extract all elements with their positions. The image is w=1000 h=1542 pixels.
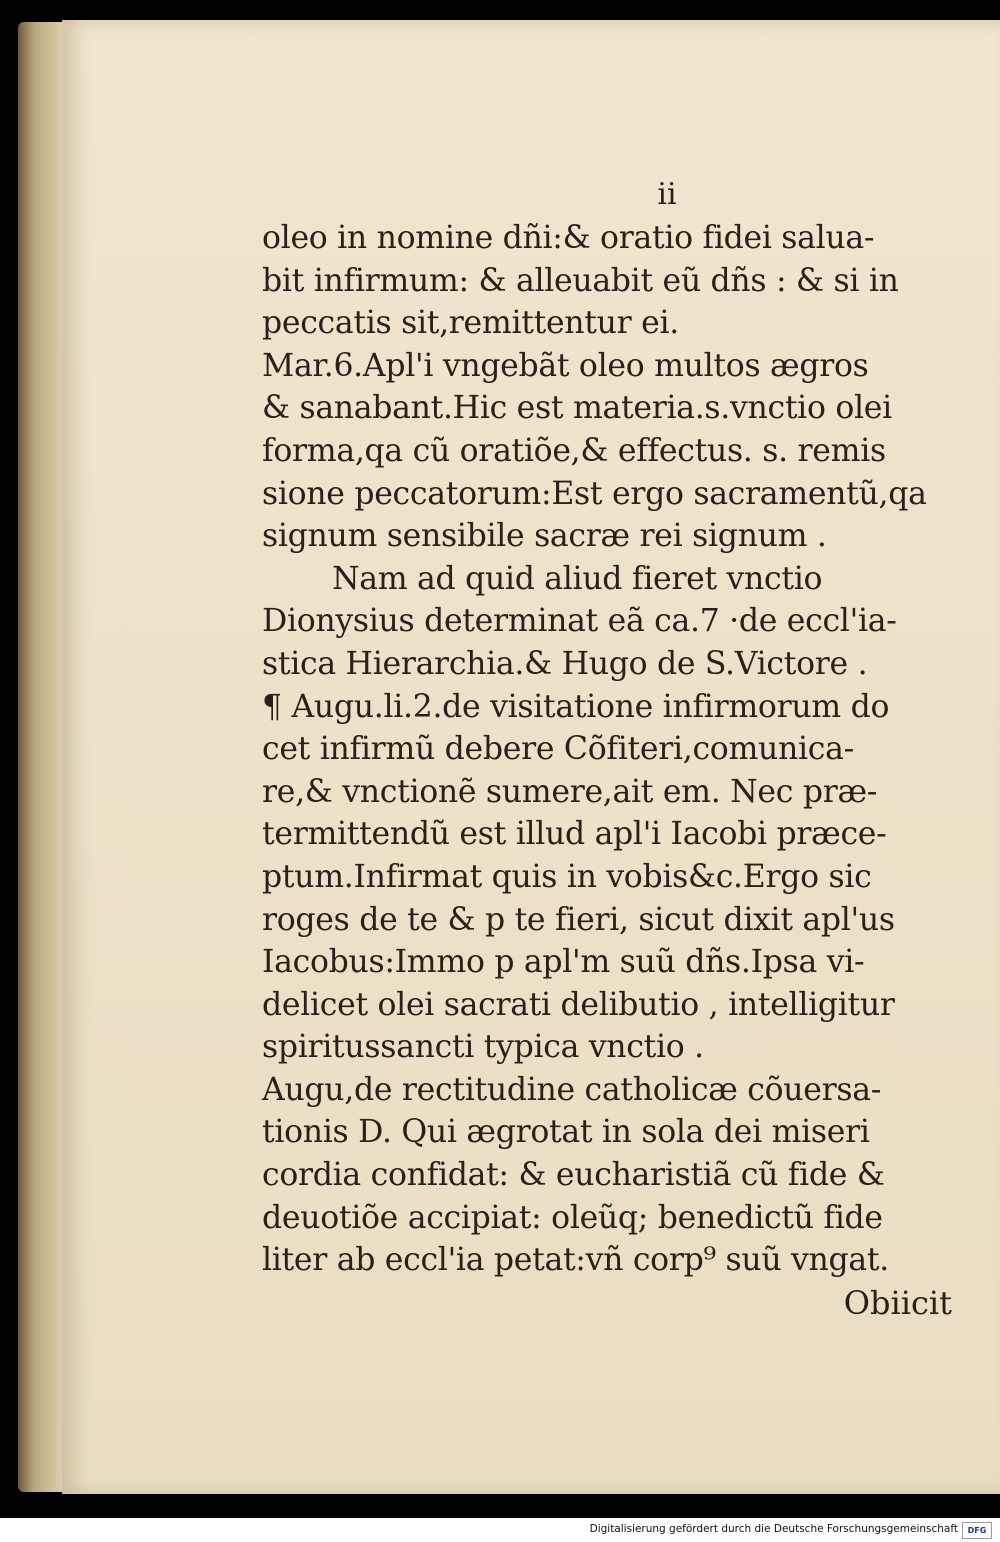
text-line: bit infirmum: & alleuabit eũ dñs : & si in bbox=[262, 262, 899, 299]
text-line: ¶ Augu.li.2.de visitatione infirmorum do bbox=[262, 688, 890, 725]
text-line: deuotiõe accipiat: oleũq; benedictũ fide bbox=[262, 1199, 883, 1236]
folio-number: ii bbox=[657, 177, 677, 212]
text-line: spiritussancti typica vnctio . bbox=[262, 1029, 704, 1066]
text-line: forma,qa cũ oratiõe,& effectus. s. remis bbox=[262, 432, 886, 469]
text-line: re,& vnctionẽ sumere,ait em. Nec præ- bbox=[262, 773, 878, 810]
text-line: signum sensibile sacræ rei signum . bbox=[262, 518, 827, 555]
text-block bbox=[262, 175, 952, 1324]
text-line: stica Hierarchia.& Hugo de S.Victore . bbox=[262, 645, 868, 682]
text-line: Mar.6.Apl'i vngebãt oleo multos ægros bbox=[262, 347, 869, 384]
book-page bbox=[62, 20, 1000, 1494]
text-line: cet infirmũ debere Cõfiteri,comunica- bbox=[262, 731, 854, 768]
text-line: Nam ad quid aliud fieret vnctio bbox=[332, 560, 823, 597]
text-line: ptum.Infirmat quis in vobis&c.Ergo sic bbox=[262, 858, 872, 895]
text-line: cordia confidat: & eucharistiã cũ fide & bbox=[262, 1157, 885, 1194]
catchword: Obiicit bbox=[843, 1283, 952, 1322]
text-line: oleo in nomine dñi:& oratio fidei salua- bbox=[262, 220, 875, 256]
text-line: delicet olei sacrati delibutio , intelligitur bbox=[262, 986, 895, 1023]
text-line: tionis D. Qui ægrotat in sola dei miseri bbox=[262, 1114, 870, 1151]
footer-bar bbox=[0, 1518, 1000, 1542]
text-line: termittendũ est illud apl'i Iacobi præce- bbox=[262, 816, 887, 853]
text-line: Augu,de rectitudine catholicæ cõuersa- bbox=[262, 1071, 882, 1108]
text-line: & sanabant.Hic est materia.s.vnctio olei bbox=[262, 390, 892, 427]
text-line: sione peccatorum:Est ergo sacramentũ,qa bbox=[262, 475, 927, 512]
text-line: Iacobus:Immo p apl'm suũ dñs.Ipsa vi- bbox=[262, 944, 865, 981]
text-line: Dionysius determinat eã ca.7 ·de eccl'ia- bbox=[262, 603, 897, 640]
dfg-logo-icon: DFG bbox=[962, 1522, 992, 1539]
text-line: liter ab eccl'ia petat:vñ corp⁹ suũ vngat. bbox=[262, 1242, 889, 1279]
footer-credit: Digitalisierung gefördert durch die Deutsche Forschungsgemeinschaft bbox=[589, 1523, 958, 1535]
text-line: peccatis sit,remittentur ei. bbox=[262, 305, 679, 342]
text-line: roges de te & p te fieri, sicut dixit apl'us bbox=[262, 901, 895, 938]
